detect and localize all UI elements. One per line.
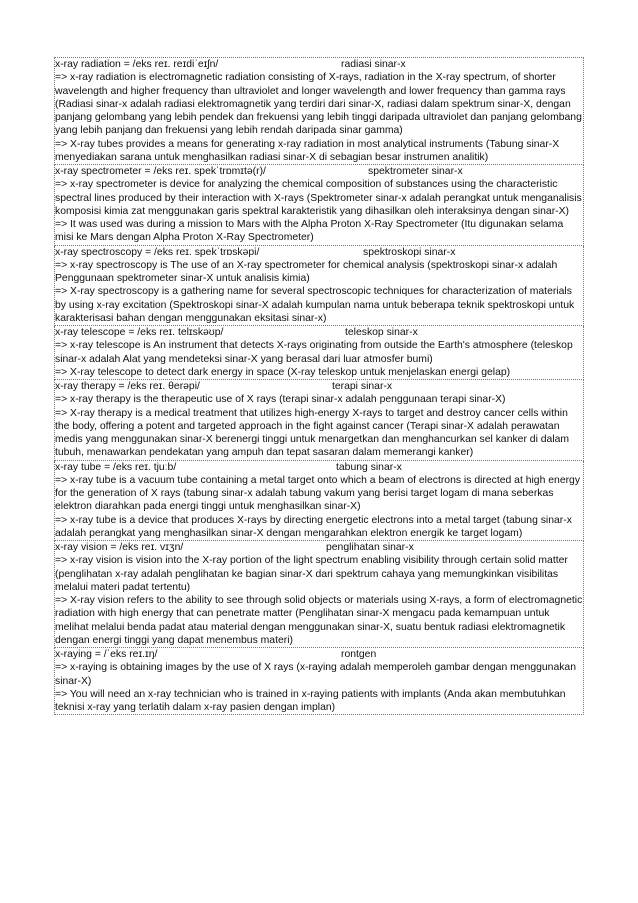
entry-definition: => x-ray spectroscopy is The use of an X-ray spectrometer for chemical analysis (spektroskopi sinar-x adalah Penggunaan spektrometer sinar-X untuk analisis kimia) [55, 259, 558, 284]
entry-definition: => x-ray therapy is the therapeutic use of X rays (terapi sinar-x adalah penggunaan terapi sinar-X) [55, 394, 506, 406]
entry-translation: radiasi sinar-x [341, 59, 406, 70]
entry-term: x-ray vision = /eks reɪ. vɪʒn/ [55, 542, 184, 553]
entry-translation: teleskop sinar-x [345, 327, 418, 338]
entry-term: x-ray radiation = /eks reɪ. reɪdiˈeɪʃn/ [55, 59, 219, 70]
entry-headline [55, 58, 583, 71]
entry-headline [55, 326, 583, 339]
entry-definition: => x-ray spectrometer is device for analyzing the chemical composition of substances using the characteristic spectral lines produced by their interaction with X-rays (Spektrometer sinar-x adalah perangkat untuk menganalisis komposisi kimia zat menggunakan garis spektral karakteristik yang dihasilkan oleh interaksinya dengan sinar-X) [55, 179, 582, 217]
entry-term: x-ray telescope = /eks reɪ. telɪskəʊp/ [55, 327, 224, 338]
glossary-entry [54, 246, 584, 327]
entry-translation: terapi sinar-x [332, 381, 393, 392]
entry-term: x-ray spectroscopy = /eks reɪ. spekˈtrɒskəpi/ [55, 246, 260, 258]
entry-definition: => X-ray tubes provides a means for generating x-ray radiation in most analytical instruments (Tabung sinar-X menyediakan sarana untuk menghasilkan radiasi sinar-X di sebagian besar instrumen analitik) [55, 138, 560, 163]
entry-definition: => x-ray telescope is An instrument that detects X-rays originating from outside the Earth's atmosphere (teleskop sinar-x adalah Alat yang mendeteksi sinar-X yang berasal dari luar atmosfer bumi) [55, 340, 573, 365]
entry-translation: rontgen [341, 649, 377, 660]
entry-definition: => X-ray therapy is a medical treatment that utilizes high-energy X-rays to target and destroy cancer cells within the body, offering a potent and targeted approach in the fight against cancer (Terapi sinar-X adalah perawatan medis yang menggunakan sinar-X berenergi tinggi untuk menargetkan dan menghancurkan sel kanker di dalam tubuh, menawarkan pendekatan yang ampuh dan tepat sasaran dalam memerangi kanker) [55, 407, 570, 459]
entry-translation: spektrometer sinar-x [368, 166, 463, 177]
glossary-entry [54, 165, 584, 246]
entry-headline [55, 165, 583, 178]
entry-translation: penglihatan sinar-x [326, 542, 414, 553]
entry-definition: => x-ray vision is vision into the X-ray portion of the light spectrum enabling visibility through certain solid matter (penglihatan x-ray adalah penglihatan ke bagian sinar-X dari spektrum cahaya yang memungkinkan visibilitas melalui materi padat tertentu) [55, 555, 568, 593]
entry-term: x-ray spectrometer = /eks reɪ. spekˈtrɒmɪtə(r)/ [55, 166, 266, 177]
entry-translation: tabung sinar-x [336, 461, 402, 473]
entry-headline [55, 246, 583, 259]
glossary-document [54, 57, 584, 715]
entry-definition: => X-ray vision refers to the ability to see through solid objects or materials using X-rays, a form of electromagnetic radiation with high energy that can penetrate matter (Penglihatan sinar-X mengacu pada kemampuan untuk melihat melalui benda padat atau material dengan menggunakan sinar-X, suatu bentuk radiasi elektromagnetik dengan energi tinggi yang dapat menembus materi) [55, 595, 583, 646]
glossary-entry [54, 380, 584, 461]
entry-definition: => x-ray tube is a device that produces X-rays by directing energetic electrons into a metal target (tabung sinar-x adalah perangkat yang menghasilkan sinar-X dengan mengarahkan elektron energik ke target logam) [55, 514, 572, 539]
entry-definition: => You will need an x-ray technician who is trained in x-raying patients with implants (Anda akan membutuhkan teknisi x-ray yang terlatih dalam x-ray pasien dengan implan) [55, 688, 566, 713]
entry-translation: spektroskopi sinar-x [363, 246, 456, 258]
entry-definition: => X-ray telescope to detect dark energy in space (X-ray teleskop untuk menjelaskan energi gelap) [55, 366, 511, 378]
glossary-entry [54, 648, 584, 715]
entry-definition: => It was used was during a mission to Mars with the Alpha Proton X-Ray Spectrometer (Itu digunakan selama misi ke Mars dengan Alpha Proton X-Ray Spectrometer) [55, 219, 564, 244]
entry-term: x-raying = /ˈeks reɪ.ɪŋ/ [55, 649, 158, 660]
entry-headline [55, 461, 583, 474]
glossary-entry [54, 326, 584, 380]
entry-headline [55, 541, 583, 554]
entry-headline [55, 648, 583, 661]
entry-term: x-ray therapy = /eks reɪ. θerəpi/ [55, 381, 200, 392]
entry-definition: => x-ray tube is a vacuum tube containing a metal target onto which a beam of electrons is directed at high energy for the generation of X rays (tabung sinar-x adalah tabung vakum yang berisi target logam di mana seberkas elektron diarahkan pada energi tinggi untuk menghasilkan sinar-X) [55, 474, 581, 513]
glossary-entry [54, 541, 584, 648]
entry-definition: => x-raying is obtaining images by the use of X rays (x-raying adalah memperoleh gambar dengan menggunakan sinar-X) [55, 662, 576, 687]
entry-definition: => x-ray radiation is electromagnetic radiation consisting of X-rays, radiation in the X-ray spectrum, of shorter wavelength and higher frequency than ultraviolet and longer wavelength and lower frequency than gamma rays (Radiasi sinar-x adalah radiasi elektromagnetik yang terdiri dari sinar-X, radiasi dalam spektrum sinar-X, dengan panjang gelombang yang lebih pendek dan frekuensi yang lebih tinggi daripada ultraviolet dan panjang gelombang yang lebih panjang dan frekuensi yang lebih rendah daripada sinar gamma) [55, 72, 582, 137]
entry-definition: => X-ray spectroscopy is a gathering name for several spectroscopic techniques for characterization of materials by using x-ray excitation (Spektroskopi sinar-X adalah kumpulan nama untuk beberapa teknik spektroskopi untuk karakterisasi bahan dengan menggunakan eksitasi sinar-x) [55, 286, 575, 324]
glossary-entry [54, 57, 584, 165]
entry-term: x-ray tube = /eks reɪ. tjuːb/ [55, 461, 177, 473]
glossary-entry [54, 461, 584, 542]
entry-headline [55, 380, 583, 393]
